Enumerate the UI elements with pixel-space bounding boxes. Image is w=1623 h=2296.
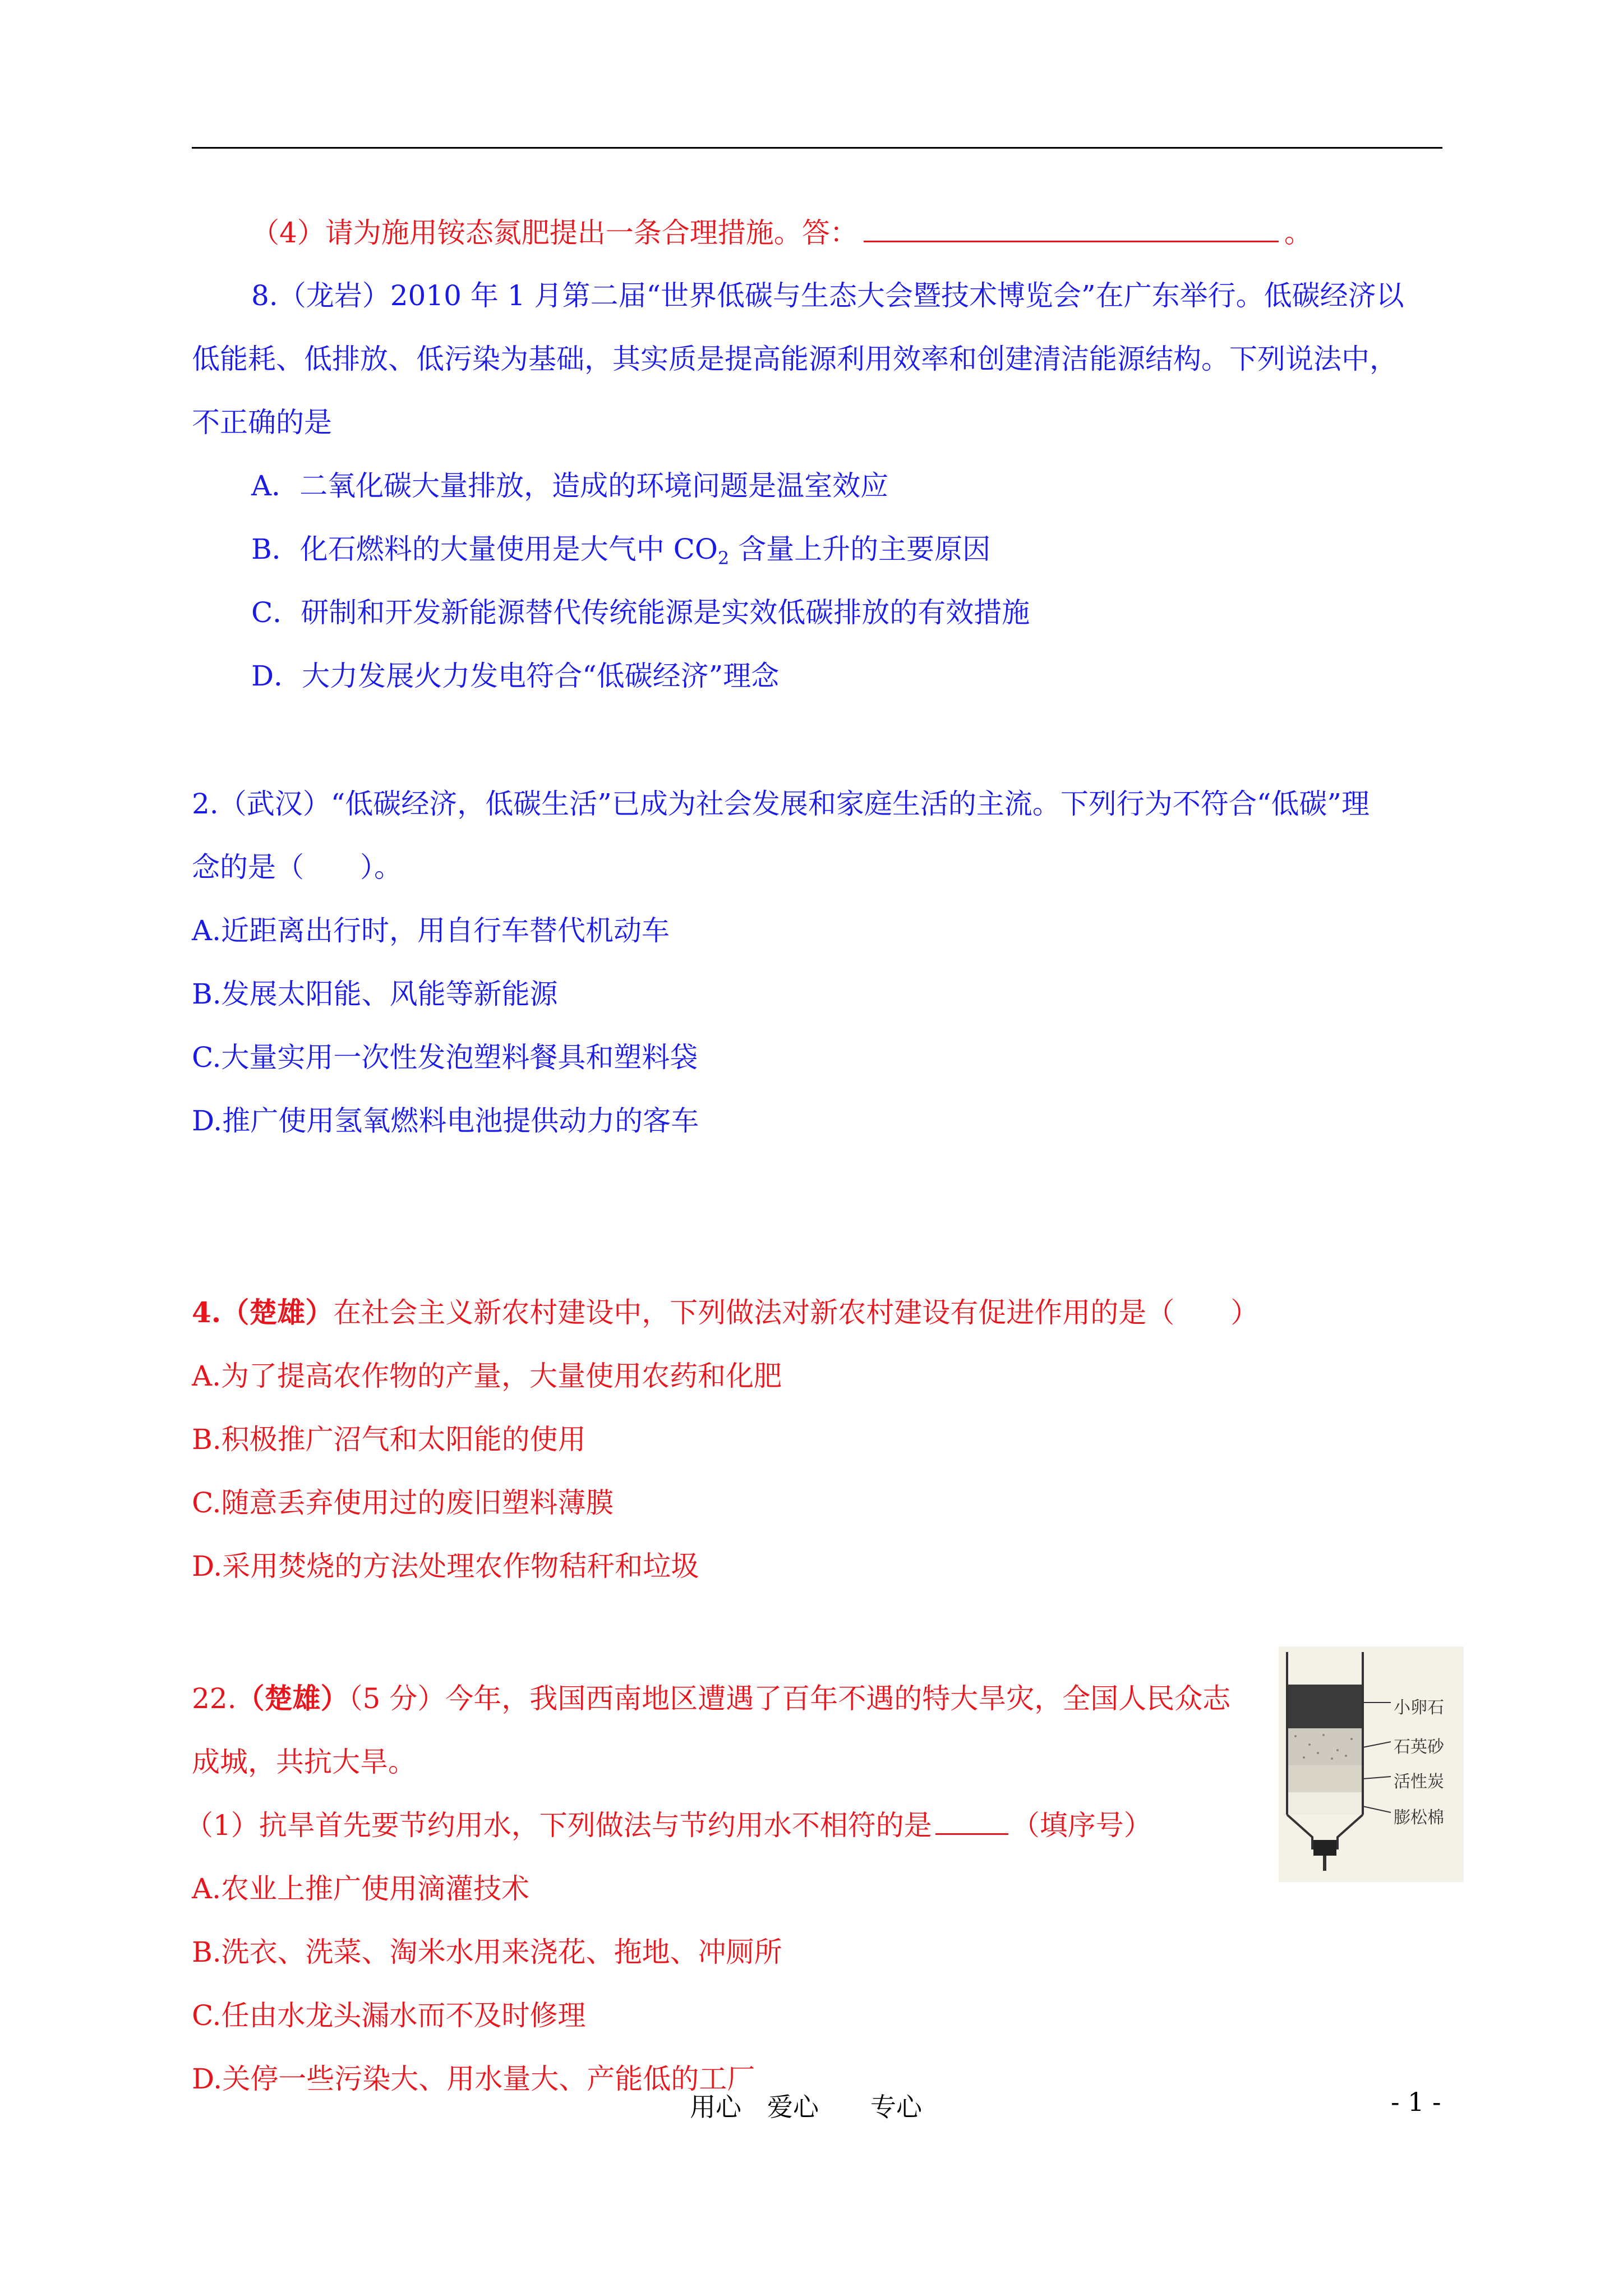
q4-stem [192,1296,1258,1329]
q22-part1-text: （1）抗旱首先要节约用水，下列做法与节约用水不相符的是 [185,1809,932,1842]
figure-label-activated-carbon: 活性炭 [1394,1772,1444,1792]
page-number: - 1 - [1391,2087,1441,2117]
header-rule [192,147,1442,149]
q8-line3: 不正确的是 [192,406,332,439]
figure-label-quartz-sand: 石英砂 [1394,1737,1444,1757]
q22-option-c: C.任由水龙头漏水而不及时修理 [192,1999,586,2032]
q8-line1: 8.（龙岩）2010 年 1 月第二届“世界低碳与生态大会暨技术博览会”在广东举行。低碳经济以 [251,279,1404,312]
q22-option-a: A.农业上推广使用滴灌技术 [192,1872,530,1905]
water-filter-figure [1279,1646,1464,1882]
q8-option-c: C．研制和开发新能源替代传统能源是实效低碳排放的有效措施 [251,596,1030,629]
q2-option-c: C.大量实用一次性发泡塑料餐具和塑料袋 [192,1041,698,1074]
q4-option-d: D.采用焚烧的方法处理农作物秸秆和垃圾 [192,1550,699,1582]
activated-carbon-layer [1288,1765,1362,1792]
q2-line2: 念的是（ ）。 [192,851,402,884]
q7-part4 [251,216,1312,250]
q2-option-d: D.推广使用氢氧燃料电池提供动力的客车 [192,1105,699,1137]
q8-option-b-sub: 2 [717,547,730,569]
pebble-layer [1288,1685,1362,1728]
q2-option-a: A.近距离出行时，用自行车替代机动车 [192,914,670,947]
q22-option-b: B.洗衣、洗菜、淘米水用来浇花、拖地、冲厕所 [192,1936,782,1968]
q22-part1 [185,1809,1152,1842]
q22-option-d: D.关停一些污染大、用水量大、产能低的工厂 [192,2063,755,2095]
q22-num: 22. [192,1682,237,1715]
q8-option-b-pre: B．化石燃料的大量使用是大气中 CO [251,533,718,565]
q8-option-d: D．大力发展火力发电符合“低碳经济”理念 [251,660,780,692]
figure-label-cotton: 膨松棉 [1394,1808,1444,1828]
q4-option-b: B.积极推广沼气和太阳能的使用 [192,1423,586,1456]
q22-label: （楚雄） [236,1682,349,1715]
water-filter-diagram [1279,1646,1464,1882]
q4-label: 4.（楚雄） [192,1296,334,1329]
quartz-sand-layer [1288,1728,1362,1765]
q2-option-b: B.发展太阳能、风能等新能源 [192,978,558,1010]
q4-option-a: A.为了提高农作物的产量，大量使用农药和化肥 [192,1360,782,1392]
q2-line1: 2.（武汉）“低碳经济，低碳生活”已成为社会发展和家庭生活的主流。下列行为不符合“低碳”理 [192,788,1370,820]
answer-blank [864,220,1279,242]
q22-stem1 [192,1682,1230,1715]
q8-option-b-post: 含量上升的主要原因 [729,533,991,565]
q7-part4-end: 。 [1284,217,1312,249]
q8-line2: 低能耗、低排放、低污染为基础，其实质是提高能源利用效率和创建清洁能源结构。下列说法中， [192,343,1398,375]
answer-blank [935,1813,1008,1835]
q8-option-a: A．二氧化碳大量排放，造成的环境问题是温室效应 [251,470,889,502]
q7-part4-text: （4）请为施用铵态氮肥提出一条合理措施。答： [251,217,858,249]
q4-option-c: C.随意丢弃使用过的废旧塑料薄膜 [192,1487,614,1519]
cotton-layer [1288,1792,1362,1815]
q22-stem2: 成城，共抗大旱。 [192,1746,416,1778]
q22-stem1-text: （5 分）今年，我国西南地区遭遇了百年不遇的特大旱灾，全国人民众志 [348,1682,1231,1715]
figure-label-pebbles: 小卵石 [1394,1698,1444,1718]
q22-part1-post: （填序号） [1011,1809,1152,1842]
q8-option-b [251,532,991,569]
footer-motto: 用心 爱心 专心 [690,2092,922,2122]
q4-stem-text: 在社会主义新农村建设中，下列做法对新农村建设有促进作用的是（ ） [333,1296,1259,1329]
